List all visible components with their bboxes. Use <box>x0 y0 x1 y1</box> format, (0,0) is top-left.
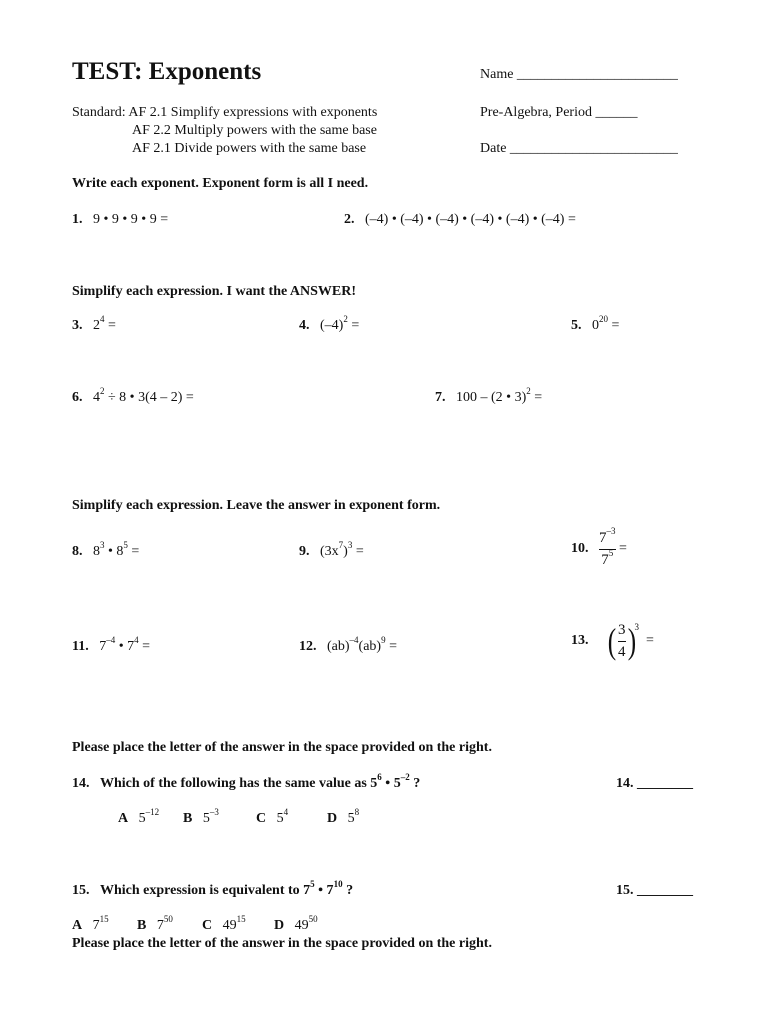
left-paren: ( <box>607 621 617 661</box>
choice-exponent: –12 <box>145 807 160 817</box>
section1-instruction: Write each exponent. Exponent form is all I need. <box>72 176 369 191</box>
standard-line-3: AF 2.1 Divide powers with the same base <box>132 141 367 156</box>
question-tail: ? <box>409 776 421 791</box>
question-number: 6. <box>72 390 83 405</box>
numerator-base: 7 <box>599 530 607 546</box>
choice-letter: A <box>118 811 129 826</box>
expr-tail: = <box>347 318 360 333</box>
page-title: TEST: Exponents <box>72 58 262 85</box>
expr-tail: = <box>619 541 627 556</box>
footer-instruction: Please place the letter of the answer in the space provided on the right. <box>72 936 492 951</box>
expr-exponent: 2 <box>526 386 531 396</box>
choice-14-c <box>256 807 289 827</box>
expr-exponent: 3 <box>634 621 639 632</box>
question-3 <box>72 314 116 334</box>
question-number: 12. <box>299 639 317 654</box>
expr-tail: = <box>352 544 364 559</box>
choice-letter: A <box>72 918 83 933</box>
expr-tail: = <box>530 390 543 405</box>
numerator: 3 <box>618 622 626 638</box>
expr-a-exponent: –4 <box>349 635 359 645</box>
choice-exponent: 4 <box>283 807 289 817</box>
choice-exponent: 8 <box>354 807 360 817</box>
expr-tail: = <box>138 639 151 654</box>
choice-letter: B <box>137 918 147 933</box>
section2-instruction: Simplify each expression. I want the ANSWER! <box>72 284 357 299</box>
fraction <box>618 622 626 660</box>
choice-base: 5 <box>202 811 210 826</box>
choice-base: 49 <box>294 918 309 933</box>
expr-a: (ab) <box>327 639 350 654</box>
expr-mid: (ab) <box>358 639 382 654</box>
choice-15-c <box>202 914 246 934</box>
choice-letter: C <box>256 811 267 826</box>
expr-tail: = <box>127 544 140 559</box>
denominator <box>601 547 614 569</box>
question-4 <box>299 314 360 334</box>
fraction <box>599 526 616 568</box>
question-5 <box>571 314 620 334</box>
expr-exponent-1: 5 <box>310 879 315 889</box>
choice-base: 49 <box>222 918 237 933</box>
expr-a-exponent: –4 <box>106 635 116 645</box>
choice-base: 7 <box>156 918 164 933</box>
expr-a: 7 <box>99 639 107 654</box>
expr-tail: = <box>608 318 620 333</box>
choice-letter: C <box>202 918 213 933</box>
question-tail: ? <box>342 883 354 898</box>
choice-exponent: 50 <box>163 914 173 924</box>
expr-b-exponent: 9 <box>381 635 386 645</box>
expr-exponent-2: 10 <box>333 879 343 889</box>
choice-base: 5 <box>347 811 355 826</box>
choice-14-b <box>183 807 219 827</box>
question-number: 8. <box>72 544 83 559</box>
question-2 <box>344 212 576 228</box>
choice-base: 5 <box>138 811 146 826</box>
expr-mid: ) <box>343 544 348 559</box>
denominator-exponent: 5 <box>608 547 614 558</box>
question-number: 3. <box>72 318 83 333</box>
numerator-exponent: –3 <box>606 526 616 536</box>
right-paren: ) <box>627 621 636 661</box>
question-text: Which of the following has the same value as 5 <box>100 776 378 791</box>
standard-line-2: AF 2.2 Multiply powers with the same base <box>132 123 377 138</box>
choice-exponent: 50 <box>308 914 318 924</box>
question-15 <box>72 879 354 899</box>
question-text: (–4) • (–4) • (–4) • (–4) • (–4) • (–4) = <box>365 212 576 227</box>
question-number: 14. <box>72 776 90 791</box>
standard-line-1: Standard: AF 2.1 Simplify expressions with exponents <box>72 105 378 120</box>
question-number: 5. <box>571 318 582 333</box>
expr-base: 0 <box>592 318 599 333</box>
expr-tail: ÷ 8 • 3(4 – 2) = <box>104 390 194 405</box>
question-number: 15. <box>72 883 90 898</box>
question-11 <box>72 635 151 655</box>
expr-a-exponent: 3 <box>100 540 105 550</box>
choice-base: 7 <box>92 918 100 933</box>
choice-15-a <box>72 914 109 934</box>
question-number: 4. <box>299 318 310 333</box>
date-field[interactable]: Date ________________________ <box>480 141 678 156</box>
question-text: Which expression is equivalent to 7 <box>100 883 311 898</box>
question-12 <box>299 635 397 655</box>
expr-base: 2 <box>93 318 100 333</box>
question-number: 2. <box>344 212 355 227</box>
expr-mid: • 5 <box>381 776 401 791</box>
question-14 <box>72 772 421 792</box>
denominator: 4 <box>618 643 626 660</box>
choice-letter: D <box>327 811 338 826</box>
expr-tail: = <box>385 639 397 654</box>
choice-base: 5 <box>276 811 284 826</box>
name-field[interactable]: Name _______________________ <box>480 67 678 82</box>
section4-instruction: Please place the letter of the answer in the space provided on the right. <box>72 740 492 755</box>
expr-b-exponent: 4 <box>134 635 139 645</box>
expr-base: 4 <box>93 390 100 405</box>
expr-b-exponent: 5 <box>123 540 128 550</box>
fraction-bar <box>618 641 626 642</box>
question-7 <box>435 386 543 406</box>
choice-letter: D <box>274 918 285 933</box>
expr-exponent: 20 <box>599 314 608 324</box>
choice-14-d <box>327 807 360 827</box>
choice-exponent: 15 <box>99 914 109 924</box>
question-number: 9. <box>299 544 310 559</box>
question-number: 7. <box>435 390 446 405</box>
expr-tail: = <box>104 318 116 333</box>
expr-base: (–4) <box>320 318 344 333</box>
expr-exponent: 2 <box>100 386 105 396</box>
answer-blank-14[interactable]: 14. ________ <box>616 776 693 791</box>
expr-tail: = <box>646 633 654 648</box>
question-9 <box>299 540 364 560</box>
choice-exponent: 15 <box>236 914 246 924</box>
expr-mid: • 7 <box>115 639 135 654</box>
period-field[interactable]: Pre-Algebra, Period ______ <box>480 105 638 120</box>
expr-exponent-1: 6 <box>377 772 382 782</box>
expr-mid: • 8 <box>104 544 124 559</box>
question-6 <box>72 386 194 406</box>
question-number: 11. <box>72 639 89 654</box>
section3-instruction: Simplify each expression. Leave the answer in exponent form. <box>72 498 441 513</box>
expr-base: 100 – (2 • 3) <box>456 390 527 405</box>
question-13 <box>571 622 654 660</box>
choice-14-a <box>118 807 160 827</box>
expr-a: (3x <box>320 544 339 559</box>
question-1 <box>72 212 168 228</box>
question-number: 1. <box>72 212 83 227</box>
question-number: 10. <box>571 541 589 556</box>
expr-exponent-2: –2 <box>400 772 410 782</box>
expr-a-exponent: 7 <box>338 540 344 550</box>
choice-letter: B <box>183 811 193 826</box>
expr-exponent: 4 <box>100 314 105 324</box>
question-text: 9 • 9 • 9 • 9 = <box>93 212 169 227</box>
question-10 <box>571 526 627 568</box>
answer-blank-15[interactable]: 15. ________ <box>616 883 693 898</box>
denominator-base: 7 <box>601 551 609 568</box>
numerator <box>599 526 616 547</box>
expr-mid: • 7 <box>314 883 334 898</box>
expr-a: 8 <box>93 544 100 559</box>
fraction-bar <box>599 549 616 550</box>
expr-exponent: 2 <box>343 314 348 324</box>
choice-15-d <box>274 914 318 934</box>
choice-15-b <box>137 914 173 934</box>
choice-exponent: –3 <box>209 807 219 817</box>
expr-b-exponent: 3 <box>347 540 353 550</box>
question-number: 13. <box>571 633 589 648</box>
question-8 <box>72 540 140 560</box>
